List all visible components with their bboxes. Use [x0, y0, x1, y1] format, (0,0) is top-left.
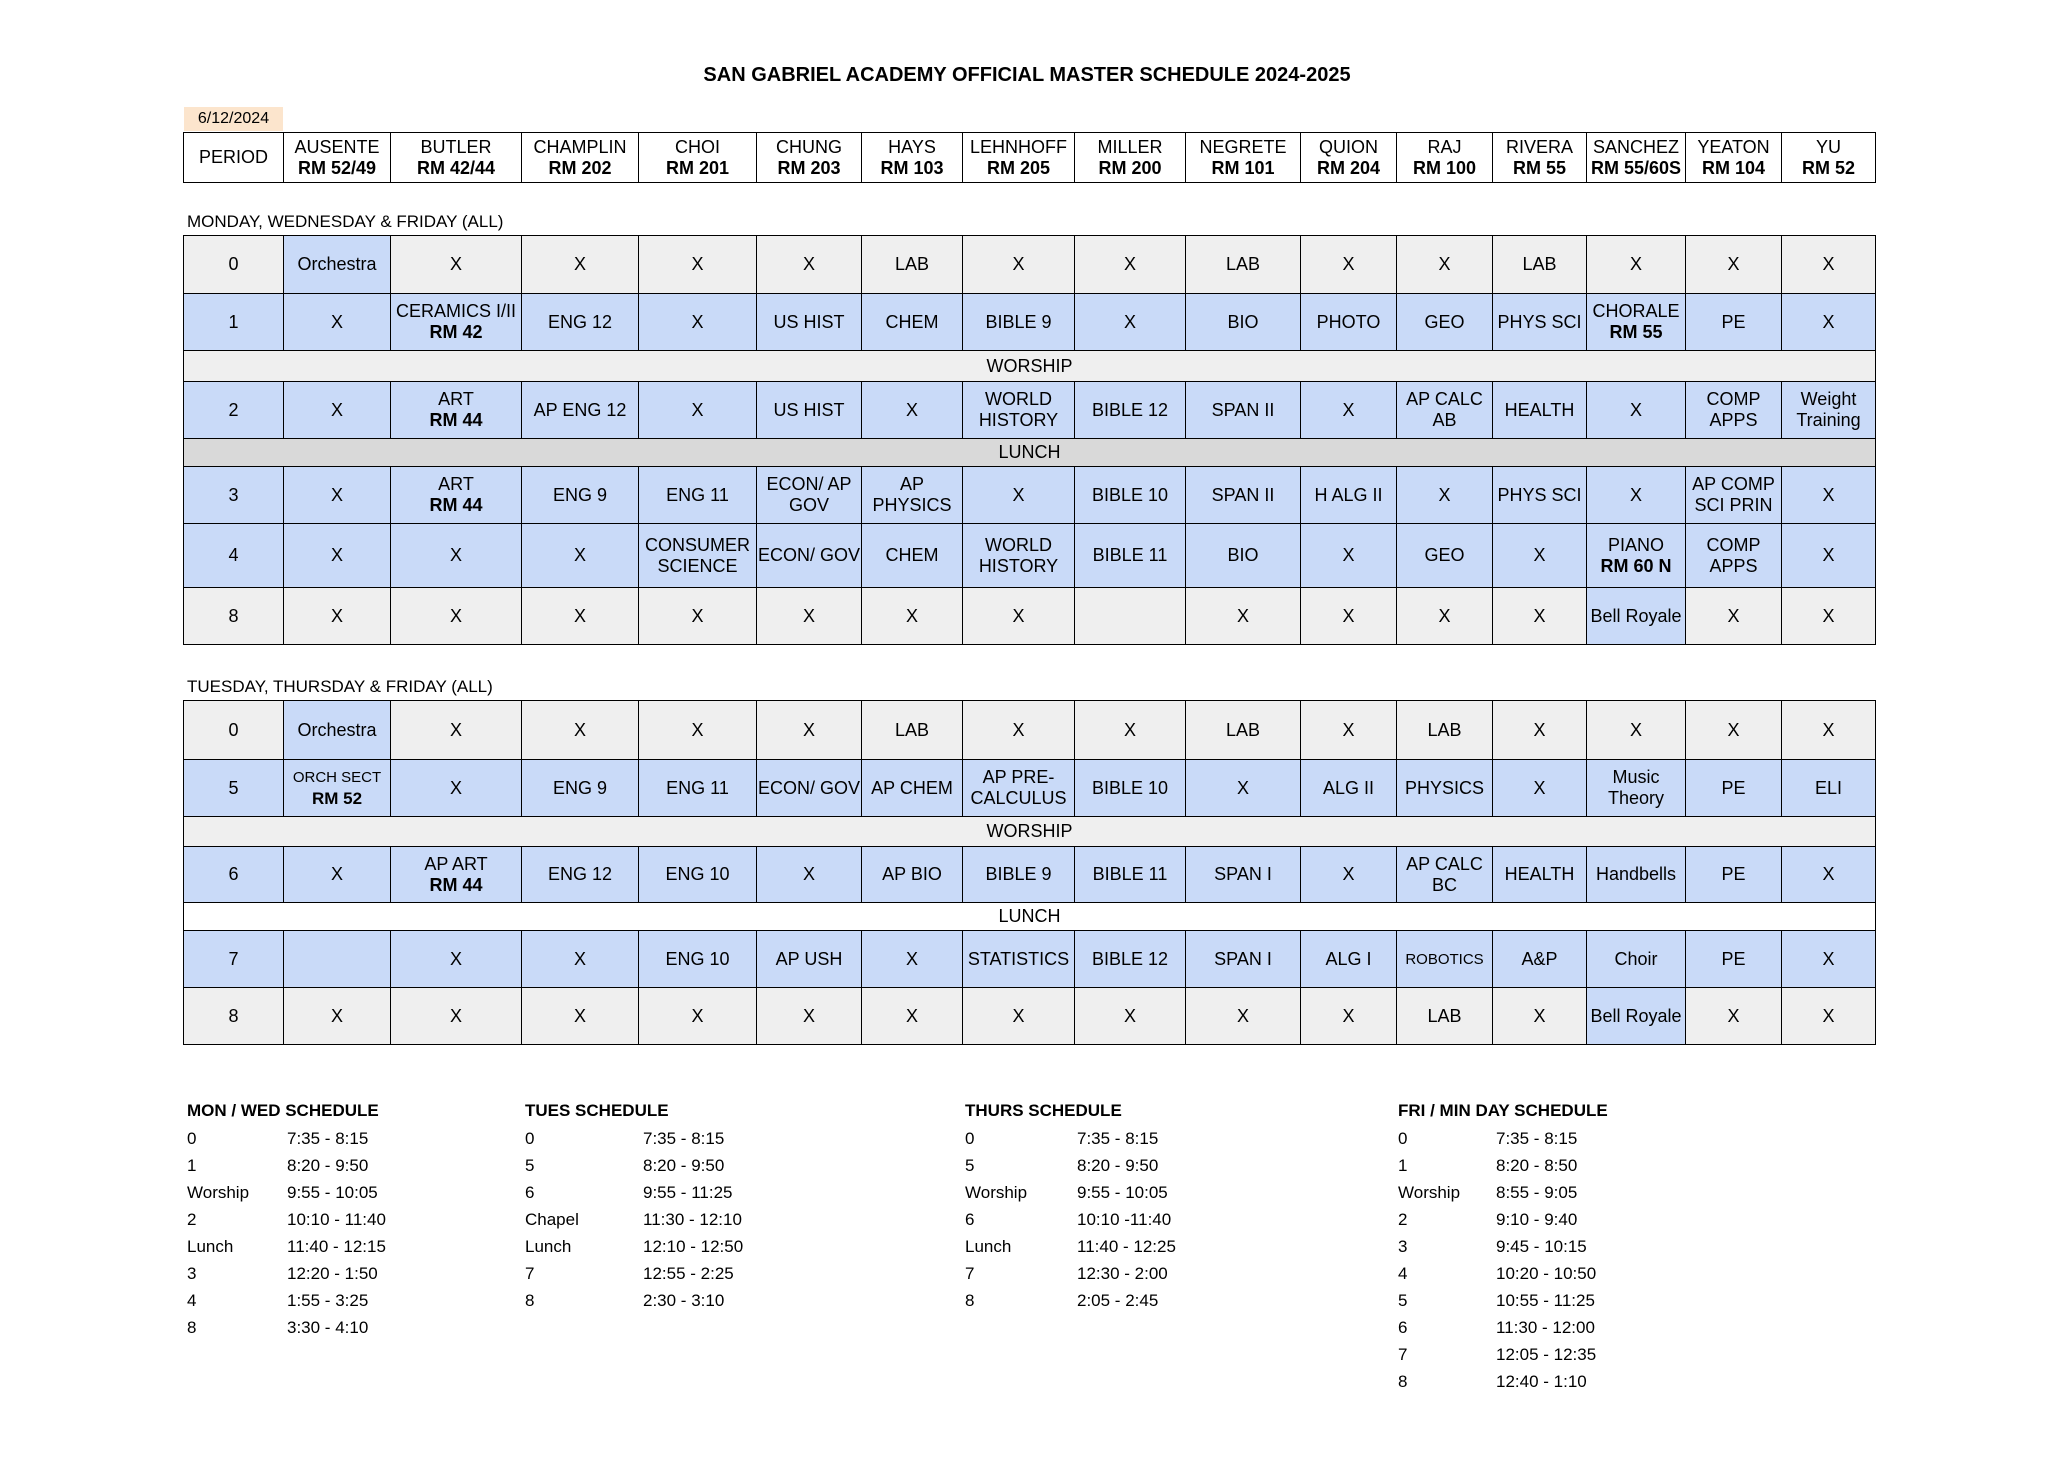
table-row — [184, 467, 1876, 524]
class-cell: X — [1782, 847, 1876, 903]
class-cell: BIBLE 12 — [1075, 382, 1186, 439]
class-cell: X — [1301, 847, 1397, 903]
class-cell: LAB — [1397, 988, 1493, 1045]
class-cell: LAB — [1397, 701, 1493, 760]
class-cell: PIANO RM 60 N — [1587, 524, 1686, 588]
class-cell: ORCH SECT RM 52 — [284, 760, 391, 817]
schedule-title: TUES SCHEDULE — [525, 1101, 669, 1120]
class-cell: BIBLE 12 — [1075, 931, 1186, 988]
class-cell: X — [757, 988, 862, 1045]
list-item: Lunch 11:40 - 12:25 — [965, 1237, 1176, 1256]
class-cell: BIO — [1186, 294, 1301, 351]
class-cell: X — [963, 701, 1075, 760]
tthf-table — [183, 700, 1876, 1045]
class-cell: ART RM 44 — [391, 382, 522, 439]
table-row — [184, 847, 1876, 903]
class-cell: AP ART RM 44 — [391, 847, 522, 903]
class-cell: X — [639, 236, 757, 294]
list-item: Worship 8:55 - 9:05 — [1398, 1183, 1578, 1202]
class-cell: X — [391, 931, 522, 988]
class-cell: X — [1397, 236, 1493, 294]
table-row — [184, 588, 1876, 645]
class-cell: X — [1782, 467, 1876, 524]
class-cell: X — [1587, 467, 1686, 524]
class-cell: X — [1686, 701, 1782, 760]
class-cell: X — [1075, 701, 1186, 760]
class-cell: X — [1587, 701, 1686, 760]
class-cell: PHYSICS — [1397, 760, 1493, 817]
schedule-tues — [525, 1097, 743, 1314]
class-cell: BIBLE 10 — [1075, 760, 1186, 817]
class-cell: SPAN II — [1186, 467, 1301, 524]
worship-label: WORSHIP — [184, 817, 1876, 847]
class-cell: A&P — [1493, 931, 1587, 988]
list-item: 1 8:20 - 8:50 — [1398, 1156, 1578, 1175]
class-cell: Orchestra — [284, 701, 391, 760]
class-cell: X — [639, 382, 757, 439]
class-cell: X — [1493, 760, 1587, 817]
list-item: 8 12:40 - 1:10 — [1398, 1372, 1587, 1391]
worship-label: WORSHIP — [184, 351, 1876, 382]
class-cell: GEO — [1397, 294, 1493, 351]
class-cell: X — [1397, 467, 1493, 524]
class-cell: SPAN I — [1186, 931, 1301, 988]
class-cell: AP COMP SCI PRIN — [1686, 467, 1782, 524]
list-item: 3 12:20 - 1:50 — [187, 1264, 378, 1283]
date-label: 6/12/2024 — [184, 107, 283, 131]
class-cell: X — [1782, 236, 1876, 294]
class-cell: X — [1587, 382, 1686, 439]
class-cell: X — [391, 588, 522, 645]
list-item: 8 2:30 - 3:10 — [525, 1291, 725, 1310]
header-teacher: MILLER RM 200 — [1075, 133, 1186, 183]
class-cell: AP PRE-CALCULUS — [963, 760, 1075, 817]
class-cell: COMP APPS — [1686, 382, 1782, 439]
class-cell: BIBLE 9 — [963, 294, 1075, 351]
schedule-title: FRI / MIN DAY SCHEDULE — [1398, 1101, 1608, 1120]
lunch-label: LUNCH — [184, 903, 1876, 931]
class-cell: PE — [1686, 294, 1782, 351]
header-teacher: NEGRETE RM 101 — [1186, 133, 1301, 183]
class-cell: X — [1493, 524, 1587, 588]
class-cell: CERAMICS I/II RM 42 — [391, 294, 522, 351]
class-cell: X — [391, 701, 522, 760]
period-cell: 6 — [184, 847, 284, 903]
class-cell: Bell Royale — [1587, 588, 1686, 645]
class-cell: BIBLE 10 — [1075, 467, 1186, 524]
class-cell: X — [522, 588, 639, 645]
list-item: 0 7:35 - 8:15 — [1398, 1129, 1578, 1148]
list-item: Lunch 12:10 - 12:50 — [525, 1237, 744, 1256]
list-item: 8 2:05 - 2:45 — [965, 1291, 1159, 1310]
worship-row — [184, 351, 1876, 382]
class-cell: STATISTICS — [963, 931, 1075, 988]
header-table — [183, 132, 1876, 183]
period-cell: 8 — [184, 988, 284, 1045]
header-teacher: QUION RM 204 — [1301, 133, 1397, 183]
class-cell: HEALTH — [1493, 382, 1587, 439]
class-cell: AP CALC AB — [1397, 382, 1493, 439]
class-cell — [284, 931, 391, 988]
class-cell: SPAN I — [1186, 847, 1301, 903]
header-teacher: SANCHEZ RM 55/60S — [1587, 133, 1686, 183]
list-item: 2 10:10 - 11:40 — [187, 1210, 386, 1229]
class-cell: CHEM — [862, 524, 963, 588]
lunch-row — [184, 903, 1876, 931]
list-item: 7 12:30 - 2:00 — [965, 1264, 1168, 1283]
class-cell: LAB — [862, 701, 963, 760]
class-cell: X — [284, 467, 391, 524]
class-cell: X — [1587, 236, 1686, 294]
list-item: 6 10:10 -11:40 — [965, 1210, 1172, 1229]
class-cell: X — [757, 701, 862, 760]
class-cell: AP BIO — [862, 847, 963, 903]
list-item: 8 3:30 - 4:10 — [187, 1318, 369, 1337]
mwf-table — [183, 235, 1876, 645]
period-cell: 8 — [184, 588, 284, 645]
header-teacher: YEATON RM 104 — [1686, 133, 1782, 183]
table-row — [184, 236, 1876, 294]
class-cell: X — [284, 294, 391, 351]
class-cell: LAB — [1493, 236, 1587, 294]
schedule-thurs — [965, 1097, 1176, 1314]
class-cell: ECON/ GOV — [757, 760, 862, 817]
class-cell: X — [1075, 236, 1186, 294]
list-item: 0 7:35 - 8:15 — [965, 1129, 1159, 1148]
class-cell: X — [522, 931, 639, 988]
header-teacher: RIVERA RM 55 — [1493, 133, 1587, 183]
class-cell: X — [1301, 236, 1397, 294]
class-cell: X — [1782, 988, 1876, 1045]
class-cell: PHOTO — [1301, 294, 1397, 351]
class-cell: X — [1075, 988, 1186, 1045]
class-cell: X — [963, 236, 1075, 294]
class-cell: X — [639, 701, 757, 760]
list-item: 0 7:35 - 8:15 — [525, 1129, 725, 1148]
class-cell: BIBLE 11 — [1075, 847, 1186, 903]
class-cell: CHEM — [862, 294, 963, 351]
header-teacher: AUSENTE RM 52/49 — [284, 133, 391, 183]
table-row — [184, 988, 1876, 1045]
class-cell: ENG 11 — [639, 760, 757, 817]
class-cell: ECON/ GOV — [757, 524, 862, 588]
list-item: Lunch 11:40 - 12:15 — [187, 1237, 386, 1256]
class-cell: X — [1186, 760, 1301, 817]
class-cell: X — [862, 588, 963, 645]
class-cell: Orchestra — [284, 236, 391, 294]
class-cell: X — [862, 382, 963, 439]
class-cell: X — [1301, 988, 1397, 1045]
class-cell: BIBLE 9 — [963, 847, 1075, 903]
class-cell: ENG 10 — [639, 847, 757, 903]
class-cell: HEALTH — [1493, 847, 1587, 903]
class-cell: X — [1301, 701, 1397, 760]
header-period: PERIOD — [184, 133, 284, 183]
list-item: 0 7:35 - 8:15 — [187, 1129, 369, 1148]
lunch-row — [184, 439, 1876, 467]
class-cell: ECON/ AP GOV — [757, 467, 862, 524]
class-cell: LAB — [1186, 701, 1301, 760]
list-item: 1 8:20 - 9:50 — [187, 1156, 369, 1175]
class-cell: X — [1301, 524, 1397, 588]
class-cell — [1075, 588, 1186, 645]
class-cell: X — [862, 931, 963, 988]
class-cell: X — [1782, 524, 1876, 588]
class-cell: X — [284, 988, 391, 1045]
table-row — [184, 701, 1876, 760]
class-cell: X — [1686, 588, 1782, 645]
list-item: Chapel 11:30 - 12:10 — [525, 1210, 742, 1229]
class-cell: X — [1186, 588, 1301, 645]
class-cell: Bell Royale — [1587, 988, 1686, 1045]
tthf-section-label: TUESDAY, THURSDAY & FRIDAY (ALL) — [187, 677, 493, 696]
class-cell: ENG 12 — [522, 847, 639, 903]
class-cell: PE — [1686, 931, 1782, 988]
class-cell: Choir — [1587, 931, 1686, 988]
class-cell: X — [1301, 382, 1397, 439]
list-item: 2 9:10 - 9:40 — [1398, 1210, 1578, 1229]
list-item: Worship 9:55 - 10:05 — [187, 1183, 378, 1202]
period-cell: 2 — [184, 382, 284, 439]
class-cell: PHYS SCI — [1493, 467, 1587, 524]
period-cell: 3 — [184, 467, 284, 524]
schedule-mon-wed — [187, 1097, 386, 1341]
class-cell: X — [1686, 236, 1782, 294]
class-cell: US HIST — [757, 294, 862, 351]
class-cell: WORLD HISTORY — [963, 382, 1075, 439]
page-title: SAN GABRIEL ACADEMY OFFICIAL MASTER SCHEDULE 2024-2025 — [703, 64, 1351, 86]
class-cell: BIO — [1186, 524, 1301, 588]
header-teacher: LEHNHOFF RM 205 — [963, 133, 1075, 183]
class-cell: ART RM 44 — [391, 467, 522, 524]
class-cell: X — [391, 524, 522, 588]
table-row — [184, 294, 1876, 351]
class-cell: AP USH — [757, 931, 862, 988]
class-cell: PHYS SCI — [1493, 294, 1587, 351]
class-cell: ENG 12 — [522, 294, 639, 351]
list-item: 5 10:55 - 11:25 — [1398, 1291, 1595, 1310]
class-cell: X — [1782, 931, 1876, 988]
class-cell: X — [391, 236, 522, 294]
class-cell: X — [963, 467, 1075, 524]
list-item: 7 12:05 - 12:35 — [1398, 1345, 1597, 1364]
schedule-fri — [1398, 1097, 1608, 1395]
schedule-title: MON / WED SCHEDULE — [187, 1101, 379, 1120]
header-teacher: BUTLER RM 42/44 — [391, 133, 522, 183]
class-cell: US HIST — [757, 382, 862, 439]
class-cell: Weight Training — [1782, 382, 1876, 439]
class-cell: X — [284, 588, 391, 645]
table-row — [184, 931, 1876, 988]
class-cell: X — [284, 382, 391, 439]
class-cell: X — [284, 524, 391, 588]
period-cell: 1 — [184, 294, 284, 351]
list-item: 4 1:55 - 3:25 — [187, 1291, 369, 1310]
class-cell: X — [284, 847, 391, 903]
worship-row — [184, 817, 1876, 847]
class-cell: PE — [1686, 760, 1782, 817]
lunch-label: LUNCH — [184, 439, 1876, 467]
class-cell: X — [862, 988, 963, 1045]
class-cell: X — [391, 988, 522, 1045]
header-teacher: CHAMPLIN RM 202 — [522, 133, 639, 183]
class-cell: Music Theory — [1587, 760, 1686, 817]
period-cell: 0 — [184, 236, 284, 294]
class-cell: GEO — [1397, 524, 1493, 588]
class-cell: X — [1782, 294, 1876, 351]
class-cell: SPAN II — [1186, 382, 1301, 439]
header-teacher: HAYS RM 103 — [862, 133, 963, 183]
class-cell: X — [639, 988, 757, 1045]
header-teacher: CHOI RM 201 — [639, 133, 757, 183]
class-cell: ENG 11 — [639, 467, 757, 524]
class-cell: X — [1186, 988, 1301, 1045]
table-row — [184, 382, 1876, 439]
class-cell: X — [963, 588, 1075, 645]
class-cell: X — [522, 236, 639, 294]
list-item: Worship 9:55 - 10:05 — [965, 1183, 1168, 1202]
period-cell: 4 — [184, 524, 284, 588]
class-cell: ALG II — [1301, 760, 1397, 817]
class-cell: X — [1493, 701, 1587, 760]
list-item: 5 8:20 - 9:50 — [965, 1156, 1159, 1175]
class-cell: X — [522, 701, 639, 760]
class-cell: CONSUMER SCIENCE — [639, 524, 757, 588]
class-cell: X — [1493, 988, 1587, 1045]
class-cell: X — [391, 760, 522, 817]
list-item: 3 9:45 - 10:15 — [1398, 1237, 1587, 1256]
list-item: 4 10:20 - 10:50 — [1398, 1264, 1597, 1283]
list-item: 6 9:55 - 11:25 — [525, 1183, 733, 1202]
class-cell: X — [522, 988, 639, 1045]
header-teacher: YU RM 52 — [1782, 133, 1876, 183]
schedule-title: THURS SCHEDULE — [965, 1101, 1122, 1120]
list-item: 6 11:30 - 12:00 — [1398, 1318, 1595, 1337]
class-cell: BIBLE 11 — [1075, 524, 1186, 588]
class-cell: X — [1397, 588, 1493, 645]
period-cell: 0 — [184, 701, 284, 760]
class-cell: AP PHYSICS — [862, 467, 963, 524]
class-cell: AP ENG 12 — [522, 382, 639, 439]
header-teacher: CHUNG RM 203 — [757, 133, 862, 183]
class-cell: CHORALE RM 55 — [1587, 294, 1686, 351]
class-cell: X — [1075, 294, 1186, 351]
class-cell: X — [757, 847, 862, 903]
class-cell: X — [1782, 588, 1876, 645]
class-cell: AP CHEM — [862, 760, 963, 817]
class-cell: X — [522, 524, 639, 588]
class-cell: ELI — [1782, 760, 1876, 817]
header-teacher: RAJ RM 100 — [1397, 133, 1493, 183]
table-row — [184, 524, 1876, 588]
class-cell: COMP APPS — [1686, 524, 1782, 588]
class-cell: PE — [1686, 847, 1782, 903]
class-cell: X — [1686, 988, 1782, 1045]
class-cell: X — [1782, 701, 1876, 760]
class-cell: ENG 9 — [522, 760, 639, 817]
mwf-section-label: MONDAY, WEDNESDAY & FRIDAY (ALL) — [187, 212, 504, 231]
period-cell: 7 — [184, 931, 284, 988]
class-cell: ROBOTICS — [1397, 931, 1493, 988]
class-cell: X — [1493, 588, 1587, 645]
class-cell: X — [639, 294, 757, 351]
period-cell: 5 — [184, 760, 284, 817]
class-cell: X — [1301, 588, 1397, 645]
table-row — [184, 760, 1876, 817]
class-cell: X — [963, 988, 1075, 1045]
class-cell: H ALG II — [1301, 467, 1397, 524]
class-cell: Handbells — [1587, 847, 1686, 903]
class-cell: LAB — [1186, 236, 1301, 294]
class-cell: ENG 10 — [639, 931, 757, 988]
class-cell: AP CALC BC — [1397, 847, 1493, 903]
class-cell: ALG I — [1301, 931, 1397, 988]
list-item: 7 12:55 - 2:25 — [525, 1264, 734, 1283]
class-cell: ENG 9 — [522, 467, 639, 524]
list-item: 5 8:20 - 9:50 — [525, 1156, 725, 1175]
class-cell: X — [757, 236, 862, 294]
class-cell: X — [757, 588, 862, 645]
class-cell: LAB — [862, 236, 963, 294]
class-cell: X — [639, 588, 757, 645]
class-cell: WORLD HISTORY — [963, 524, 1075, 588]
